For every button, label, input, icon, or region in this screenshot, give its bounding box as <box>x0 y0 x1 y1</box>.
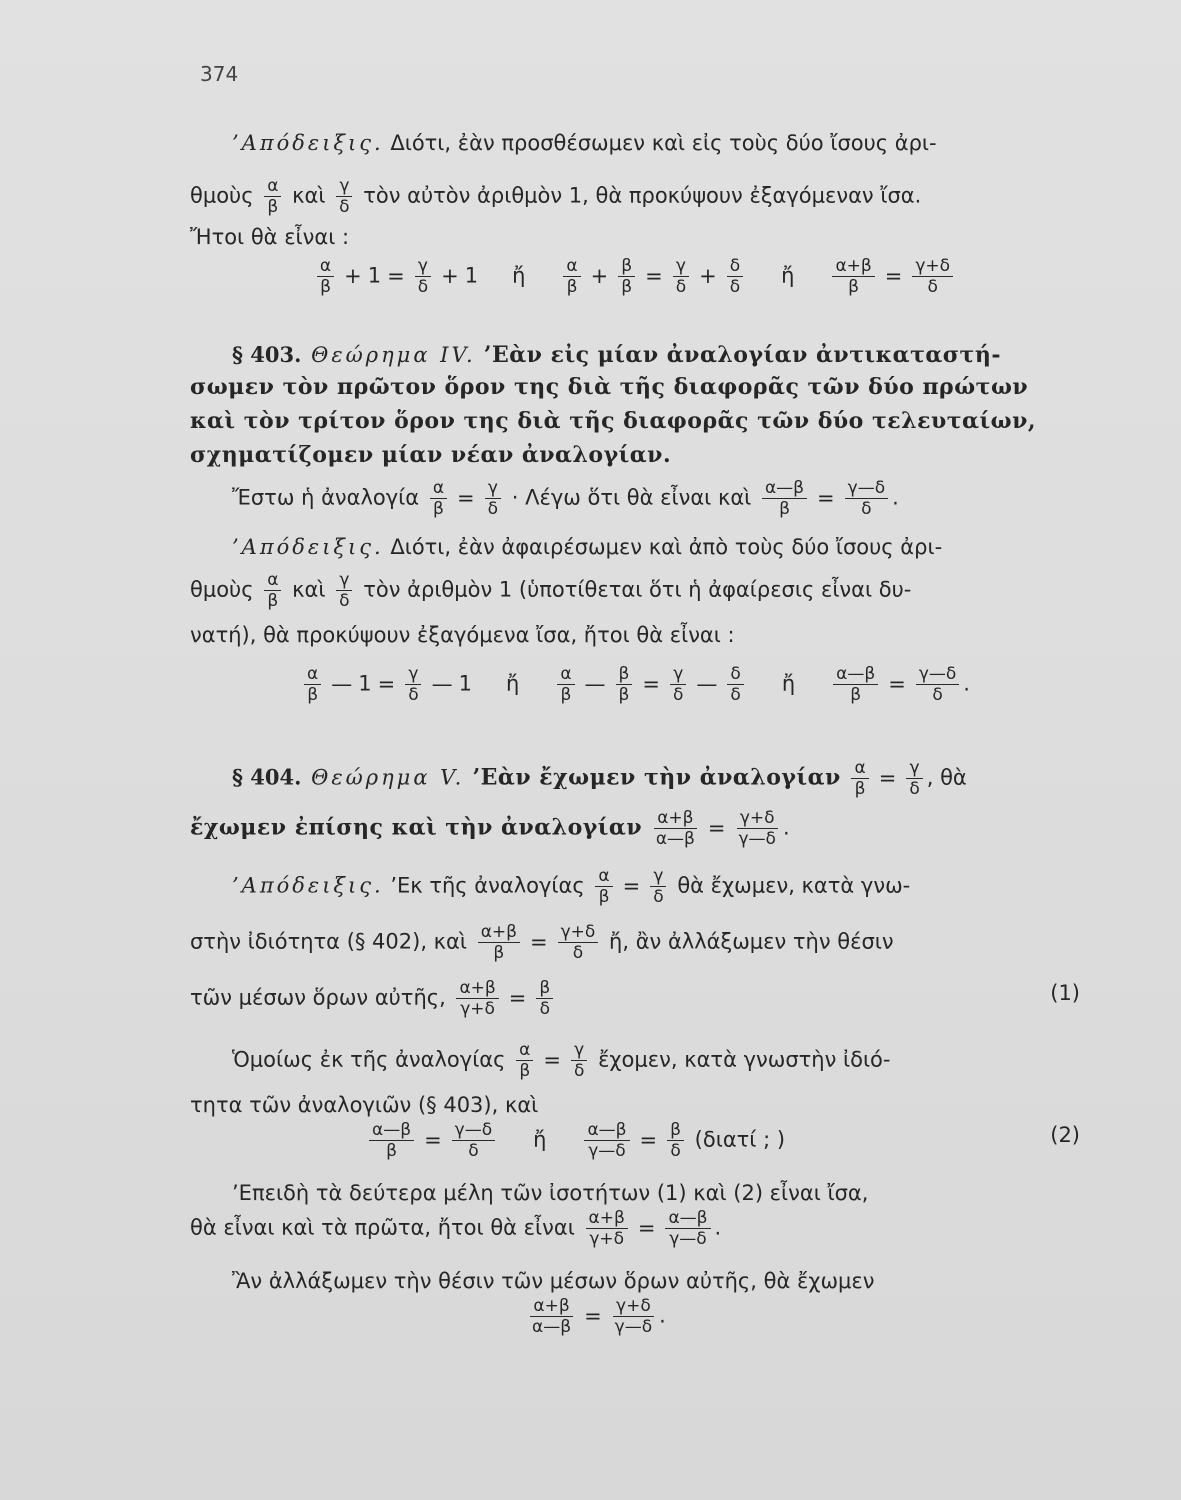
conjunction: ἤ <box>533 1127 547 1152</box>
fraction <box>456 978 498 1019</box>
fraction <box>665 1208 710 1249</box>
number: 1 <box>358 671 372 696</box>
denominator: δ <box>730 685 741 705</box>
fraction <box>916 664 959 705</box>
fraction <box>478 922 520 963</box>
fraction <box>618 256 635 297</box>
fraction <box>516 1040 533 1081</box>
fraction <box>727 256 743 297</box>
operator: + <box>590 263 609 288</box>
operator: — <box>584 671 606 696</box>
fraction <box>595 866 612 907</box>
punctuation: . <box>782 815 790 840</box>
proof-label: ’Απόδειξις. <box>232 535 384 559</box>
numerator: β <box>536 978 553 999</box>
denominator: δ <box>932 685 943 705</box>
fraction <box>264 570 281 611</box>
denominator: δ <box>573 1061 585 1081</box>
proof-label: ’Απόδειξις. <box>232 131 384 155</box>
operator: — <box>696 671 718 696</box>
operator: = <box>387 263 405 288</box>
numerator: δ <box>727 664 743 685</box>
numerator: α+β <box>478 922 520 943</box>
numerator: γ <box>485 478 501 499</box>
fraction <box>653 808 698 849</box>
denominator: β <box>618 685 630 705</box>
numerator: α <box>557 664 574 685</box>
since-line-2 <box>190 1208 1080 1249</box>
denominator: β <box>320 277 331 297</box>
denominator: β <box>433 499 444 519</box>
punctuation: . <box>892 485 899 510</box>
equation-number: (1) <box>1050 981 1080 1005</box>
fraction <box>558 922 599 963</box>
text: ἤ, ἂν ἀλλάξωμεν τὴν θέσιν <box>609 929 894 954</box>
equation-row-2 <box>190 664 1080 705</box>
numerator: β <box>618 256 635 277</box>
statement-line <box>232 478 1122 519</box>
section-403-line-3: καὶ τὸν τρίτον ὅρον της διὰ τῆς διαφορᾶς τῶν δύο τελευταίων, <box>190 408 1036 434</box>
fraction <box>529 1296 574 1337</box>
proof-text: Διότι, ἐὰν ἀφαιρέσωμεν καὶ ἀπὸ τοὺς δύο ἴσους ἀρι- <box>383 535 943 559</box>
fraction <box>369 1120 414 1161</box>
numerator: α <box>304 664 321 685</box>
numerator: α <box>516 1040 533 1061</box>
proof-line-1 <box>232 128 1122 158</box>
numerator: α—β <box>762 478 807 499</box>
text: θμοὺς <box>190 183 254 208</box>
numerator: γ+δ <box>912 256 953 277</box>
fraction <box>536 978 553 1019</box>
operator: = <box>884 263 903 288</box>
numerator: γ+δ <box>737 808 778 829</box>
denominator: β <box>566 277 578 297</box>
theorem-title: Θεώρημα IV. <box>301 343 476 367</box>
denominator: δ <box>909 779 920 799</box>
fraction <box>673 256 689 297</box>
equation-number: (2) <box>1050 1123 1080 1147</box>
proof2-line-1 <box>232 532 1122 562</box>
conjunction: ἤ <box>512 263 526 288</box>
number: 1 <box>464 263 479 288</box>
denominator: γ—δ <box>738 829 776 849</box>
operator: + <box>699 263 717 288</box>
similarly-line-2: τητα τῶν ἀναλογιῶν (§ 403), καὶ <box>190 1093 539 1117</box>
numerator: α <box>264 570 281 591</box>
denominator: γ+δ <box>460 999 495 1019</box>
fraction <box>485 478 501 519</box>
fraction <box>667 1120 684 1161</box>
text: (διατί ; ) <box>694 1127 786 1152</box>
since-line-1: ’Επειδὴ τὰ δεύτερα μέλη τῶν ἰσοτήτων (1) καὶ (2) εἶναι ἴσα, <box>232 1181 869 1205</box>
text: , θὰ <box>926 765 967 790</box>
text: Ἔστω ἡ ἀναλογία <box>232 485 420 510</box>
numerator: α+β <box>654 808 696 829</box>
denominator: β <box>598 887 610 907</box>
equation-row-4 <box>525 1296 825 1337</box>
fraction <box>557 664 574 705</box>
denominator: γ—δ <box>614 1317 653 1337</box>
fraction <box>851 758 868 799</box>
numerator: α+β <box>456 978 498 999</box>
operator: + <box>344 263 362 288</box>
denominator: β <box>560 685 572 705</box>
denominator: β <box>519 1061 531 1081</box>
theorem-text: ’Εὰν ἔχωμεν τὴν ἀναλογίαν <box>464 764 841 791</box>
denominator: β <box>621 277 633 297</box>
text: θὰ ἔχωμεν, κατὰ γνω- <box>677 873 911 898</box>
operator: = <box>377 671 396 696</box>
text: καὶ <box>292 577 326 602</box>
denominator: δ <box>339 591 350 611</box>
text: στὴν ἰδιότητα (§ 402), καὶ <box>190 929 468 954</box>
text: · Λέγω ὅτι θὰ εἶναι καὶ <box>511 485 752 510</box>
proof3-line-2 <box>190 922 1080 963</box>
text: τὸν ἀριθμὸν 1 (ὑποτίθεται ὅτι ἡ ἀφαίρεσις εἶναι δυ- <box>363 577 912 602</box>
punctuation: . <box>714 1215 722 1240</box>
proof2-line-2 <box>190 570 1080 611</box>
denominator: δ <box>653 887 664 907</box>
denominator: δ <box>927 277 938 297</box>
denominator: β <box>267 591 279 611</box>
final-line-1: Ἂν ἀλλάξωμεν τὴν θέσιν τῶν μέσων ὅρων αὐτῆς, θὰ ἔχωμεν <box>232 1269 875 1293</box>
fraction <box>571 1040 587 1081</box>
numerator: α—β <box>584 1120 629 1141</box>
numerator: α <box>430 478 447 499</box>
operator: = <box>508 985 527 1010</box>
denominator: γ+δ <box>589 1229 625 1249</box>
fraction <box>430 478 447 519</box>
numerator: γ <box>906 758 922 779</box>
numerator: α <box>851 758 868 779</box>
denominator: β <box>307 685 319 705</box>
fraction <box>317 256 334 297</box>
denominator: γ—δ <box>669 1229 707 1249</box>
denominator: δ <box>572 943 584 963</box>
section-number: § 403. <box>232 342 302 367</box>
fraction <box>912 256 953 297</box>
fraction <box>405 664 421 705</box>
section-403-line-4: σχηματίζομεν μίαν νέαν ἀναλογίαν. <box>190 442 672 468</box>
numerator: β <box>616 664 633 685</box>
text: τὸν αὐτὸν ἀριθμὸν 1, θὰ προκύψουν ἐξαγόμεναν ἴσα. <box>363 183 922 208</box>
denominator: α—β <box>532 1317 572 1337</box>
numerator: α <box>595 866 612 887</box>
denominator: δ <box>417 277 429 297</box>
proof-line-2 <box>190 176 1080 217</box>
operator: = <box>424 1127 442 1152</box>
numerator: γ <box>405 664 421 685</box>
fraction <box>336 176 352 217</box>
operator: = <box>817 485 835 510</box>
text: καὶ <box>292 183 326 208</box>
text: θμοὺς <box>190 577 254 602</box>
operator: = <box>888 671 906 696</box>
numerator: γ <box>650 866 666 887</box>
numerator: α <box>317 256 334 277</box>
fraction <box>727 664 743 705</box>
denominator: α—β <box>655 829 695 849</box>
numerator: α—β <box>369 1120 414 1141</box>
proof3-line-3 <box>190 978 1080 1019</box>
section-number: § 404. <box>232 764 302 790</box>
operator: = <box>584 1303 602 1328</box>
fraction <box>833 664 878 705</box>
operator: = <box>637 1215 656 1240</box>
theorem-text: ἔχωμεν ἐπίσης καὶ τὴν ἀναλογίαν <box>190 814 643 841</box>
numerator: δ <box>727 256 743 277</box>
section-403-line-2: σωμεν τὸν πρῶτον ὅρον της διὰ τῆς διαφορᾶς τῶν δύο πρώτων <box>190 374 1029 400</box>
fraction <box>264 176 281 217</box>
numerator: α <box>264 176 281 197</box>
numerator: γ <box>571 1040 587 1061</box>
text: Ὁμοίως ἐκ τῆς ἀναλογίας <box>232 1047 506 1072</box>
section-403-line-1 <box>232 340 1122 370</box>
number: 1 <box>367 263 382 288</box>
denominator: δ <box>673 685 684 705</box>
fraction <box>762 478 807 519</box>
fraction <box>563 256 580 297</box>
operator: = <box>530 929 548 954</box>
denominator: γ—δ <box>588 1141 626 1161</box>
numerator: β <box>667 1120 684 1141</box>
equation-row-1 <box>190 256 1080 297</box>
fraction <box>584 1120 629 1161</box>
numerator: γ <box>670 664 686 685</box>
similarly-line-1 <box>232 1040 1122 1081</box>
number: 1 <box>458 671 473 696</box>
numerator: α—β <box>833 664 878 685</box>
operator: = <box>878 765 897 790</box>
fraction <box>304 664 321 705</box>
numerator: γ+δ <box>558 922 599 943</box>
fraction <box>906 758 922 799</box>
numerator: γ <box>415 256 431 277</box>
numerator: γ—δ <box>452 1120 495 1141</box>
fraction <box>845 478 888 519</box>
numerator: γ—δ <box>916 664 959 685</box>
text: ἔχομεν, κατὰ γνωστὴν ἰδιό- <box>598 1047 891 1072</box>
denominator: β <box>493 943 505 963</box>
numerator: α+β <box>530 1296 572 1317</box>
fraction <box>586 1208 628 1249</box>
denominator: δ <box>408 685 419 705</box>
operator: — <box>431 671 453 696</box>
numerator: α <box>563 256 580 277</box>
denominator: β <box>386 1141 397 1161</box>
fraction <box>670 664 686 705</box>
fraction <box>735 808 778 849</box>
fraction <box>336 570 352 611</box>
conjunction: ἤ <box>781 671 796 696</box>
denominator: β <box>850 685 862 705</box>
operator: = <box>707 815 726 840</box>
proof-line-3: Ἤτοι θὰ εἶναι : <box>190 225 350 249</box>
page-number: 374 <box>200 62 239 86</box>
numerator: γ <box>673 256 689 277</box>
fraction <box>650 866 666 907</box>
section-404-line-1 <box>232 758 1122 799</box>
conjunction: ἤ <box>506 671 520 696</box>
section-404-line-2 <box>190 808 1080 849</box>
numerator: α—β <box>665 1208 710 1229</box>
text: ’Εκ τῆς ἀναλογίας <box>383 873 585 898</box>
denominator: δ <box>861 499 872 519</box>
proof-text: Διότι, ἐὰν προσθέσωμεν καὶ εἰς τοὺς δύο ἴσους ἀρι- <box>383 131 937 155</box>
text: τῶν μέσων ὅρων αὐτῆς, <box>190 985 446 1010</box>
theorem-text: ’Εὰν εἰς μίαν ἀναλογίαν ἀντικαταστή- <box>475 342 1001 368</box>
equation-row-3 <box>365 1120 1080 1161</box>
denominator: β <box>854 779 866 799</box>
numerator: α+β <box>586 1208 628 1229</box>
operator: + <box>441 263 459 288</box>
denominator: δ <box>339 197 350 217</box>
punctuation: . <box>659 1303 666 1328</box>
proof-label: ’Απόδειξις. <box>232 873 384 898</box>
denominator: β <box>848 277 860 297</box>
numerator: α+β <box>832 256 874 277</box>
operator: = <box>543 1047 561 1072</box>
denominator: δ <box>539 999 550 1019</box>
proof2-line-3: νατή), θὰ προκύψουν ἐξαγόμενα ἴσα, ἤτοι θὰ εἶναι : <box>190 623 735 647</box>
fraction <box>612 1296 655 1337</box>
denominator: β <box>267 197 279 217</box>
denominator: β <box>779 499 790 519</box>
denominator: δ <box>487 499 499 519</box>
numerator: γ <box>336 176 352 197</box>
operator: = <box>457 485 475 510</box>
operator: = <box>639 1127 658 1152</box>
fraction <box>832 256 874 297</box>
operator: — <box>331 671 353 696</box>
denominator: δ <box>675 277 687 297</box>
fraction <box>452 1120 495 1161</box>
numerator: γ <box>336 570 352 591</box>
numerator: γ—δ <box>845 478 888 499</box>
fraction <box>616 664 633 705</box>
fraction <box>415 256 431 297</box>
operator: = <box>642 671 661 696</box>
text: θὰ εἶναι καὶ τὰ πρῶτα, ἤτοι θὰ εἶναι <box>190 1215 575 1240</box>
operator: = <box>622 873 641 898</box>
denominator: δ <box>468 1141 479 1161</box>
numerator: γ+δ <box>613 1296 654 1317</box>
punctuation: . <box>963 671 970 696</box>
conjunction: ἤ <box>781 263 795 288</box>
theorem-title: Θεώρημα V. <box>301 765 465 790</box>
denominator: δ <box>729 277 741 297</box>
operator: = <box>645 263 663 288</box>
denominator: δ <box>670 1141 681 1161</box>
proof3-line-1 <box>232 866 1122 907</box>
